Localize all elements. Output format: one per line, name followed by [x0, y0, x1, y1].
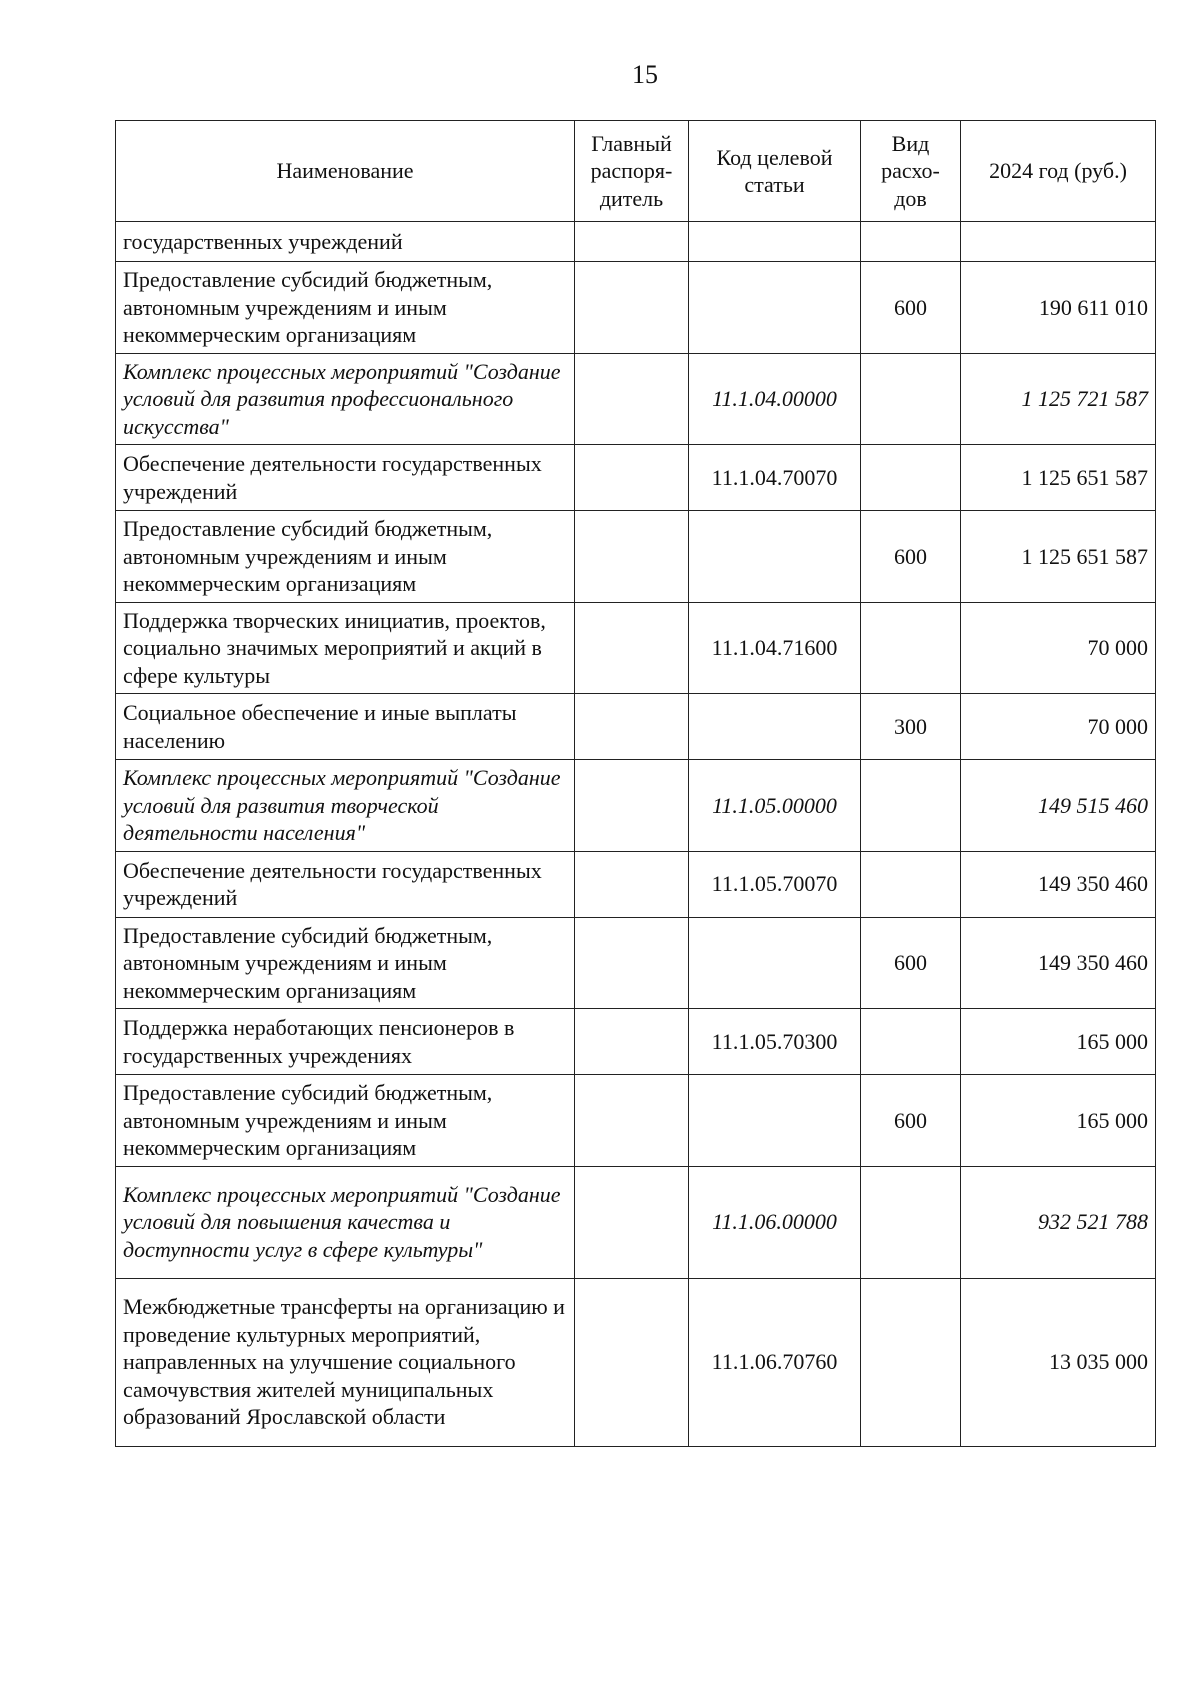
cell-type: [861, 602, 961, 694]
cell-manager: [575, 445, 689, 511]
cell-code: [689, 917, 861, 1009]
cell-amount: 1 125 651 587: [961, 511, 1156, 603]
cell-amount: 149 350 460: [961, 917, 1156, 1009]
cell-manager: [575, 851, 689, 917]
header-code: Код целевой статьи: [689, 121, 861, 222]
cell-amount: 70 000: [961, 602, 1156, 694]
cell-manager: [575, 1278, 689, 1446]
cell-type: 300: [861, 694, 961, 760]
cell-code: [689, 222, 861, 262]
table-row: [116, 511, 1156, 603]
cell-code: [689, 511, 861, 603]
cell-type: 600: [861, 917, 961, 1009]
cell-name: Социальное обеспечение и иные выплаты населению: [116, 694, 575, 760]
cell-code: 11.1.05.70300: [689, 1009, 861, 1075]
cell-manager: [575, 1009, 689, 1075]
table-row: [116, 262, 1156, 354]
cell-name: Предоставление субсидий бюджетным, автономным учреждениям и иным некоммерческим организациям: [116, 917, 575, 1009]
cell-manager: [575, 1166, 689, 1278]
cell-type: [861, 1009, 961, 1075]
cell-code: [689, 1075, 861, 1167]
page-number: 15: [632, 60, 658, 89]
cell-type: [861, 222, 961, 262]
cell-amount: 932 521 788: [961, 1166, 1156, 1278]
cell-amount: 70 000: [961, 694, 1156, 760]
cell-amount: 1 125 721 587: [961, 353, 1156, 445]
cell-name: Предоставление субсидий бюджетным, автономным учреждениям и иным некоммерческим организациям: [116, 511, 575, 603]
header-manager: Главный распоря-дитель: [575, 121, 689, 222]
cell-code: 11.1.05.00000: [689, 760, 861, 852]
cell-manager: [575, 222, 689, 262]
header-amount: 2024 год (руб.): [961, 121, 1156, 222]
cell-amount: 149 515 460: [961, 760, 1156, 852]
table-row-complex: [116, 353, 1156, 445]
cell-manager: [575, 353, 689, 445]
cell-manager: [575, 760, 689, 852]
cell-code: 11.1.05.70070: [689, 851, 861, 917]
table-row: [116, 445, 1156, 511]
cell-amount: 149 350 460: [961, 851, 1156, 917]
cell-name: Обеспечение деятельности государственных учреждений: [116, 851, 575, 917]
table-row: [116, 694, 1156, 760]
cell-code: 11.1.04.71600: [689, 602, 861, 694]
table-row: [116, 851, 1156, 917]
cell-amount: 165 000: [961, 1075, 1156, 1167]
header-name: Наименование: [116, 121, 575, 222]
cell-code: 11.1.06.00000: [689, 1166, 861, 1278]
cell-type: 600: [861, 1075, 961, 1167]
cell-manager: [575, 602, 689, 694]
cell-amount: 165 000: [961, 1009, 1156, 1075]
cell-manager: [575, 1075, 689, 1167]
cell-name: Обеспечение деятельности государственных учреждений: [116, 445, 575, 511]
table-header-row: [116, 121, 1156, 222]
cell-code: 11.1.04.70070: [689, 445, 861, 511]
cell-type: [861, 445, 961, 511]
table-row: [116, 222, 1156, 262]
cell-code: 11.1.06.70760: [689, 1278, 861, 1446]
table-row: [116, 602, 1156, 694]
cell-amount: 13 035 000: [961, 1278, 1156, 1446]
cell-amount: 1 125 651 587: [961, 445, 1156, 511]
cell-amount: 190 611 010: [961, 262, 1156, 354]
table-row: [116, 1278, 1156, 1446]
table-row-complex: [116, 760, 1156, 852]
cell-manager: [575, 694, 689, 760]
cell-name: Комплекс процессных мероприятий "Создание условий для развития творческой деятельности населения": [116, 760, 575, 852]
cell-type: [861, 1278, 961, 1446]
cell-type: [861, 851, 961, 917]
cell-manager: [575, 511, 689, 603]
budget-table: [115, 120, 1156, 1447]
table-row: [116, 917, 1156, 1009]
cell-name: Предоставление субсидий бюджетным, автономным учреждениям и иным некоммерческим организациям: [116, 1075, 575, 1167]
cell-code: [689, 262, 861, 354]
cell-amount: [961, 222, 1156, 262]
cell-manager: [575, 917, 689, 1009]
cell-type: 600: [861, 262, 961, 354]
cell-code: [689, 694, 861, 760]
cell-code: 11.1.04.00000: [689, 353, 861, 445]
cell-name: государственных учреждений: [116, 222, 575, 262]
cell-manager: [575, 262, 689, 354]
cell-type: [861, 353, 961, 445]
cell-type: [861, 1166, 961, 1278]
cell-name: Комплекс процессных мероприятий "Создание условий для повышения качества и доступности услуг в сфере культуры": [116, 1166, 575, 1278]
table-body: [116, 222, 1156, 1447]
cell-name: Межбюджетные трансферты на организацию и проведение культурных мероприятий, направленных на улучшение социального самочувствия жителей муниципальных образований Ярославской области: [116, 1278, 575, 1446]
header-type: Вид расхо-дов: [861, 121, 961, 222]
table-row: [116, 1075, 1156, 1167]
cell-type: [861, 760, 961, 852]
table-row: [116, 1009, 1156, 1075]
table-row-complex: [116, 1166, 1156, 1278]
cell-name: Поддержка творческих инициатив, проектов, социально значимых мероприятий и акций в сфере культуры: [116, 602, 575, 694]
cell-type: 600: [861, 511, 961, 603]
cell-name: Комплекс процессных мероприятий "Создание условий для развития профессионального искусства": [116, 353, 575, 445]
cell-name: Поддержка неработающих пенсионеров в государственных учреждениях: [116, 1009, 575, 1075]
cell-name: Предоставление субсидий бюджетным, автономным учреждениям и иным некоммерческим организациям: [116, 262, 575, 354]
